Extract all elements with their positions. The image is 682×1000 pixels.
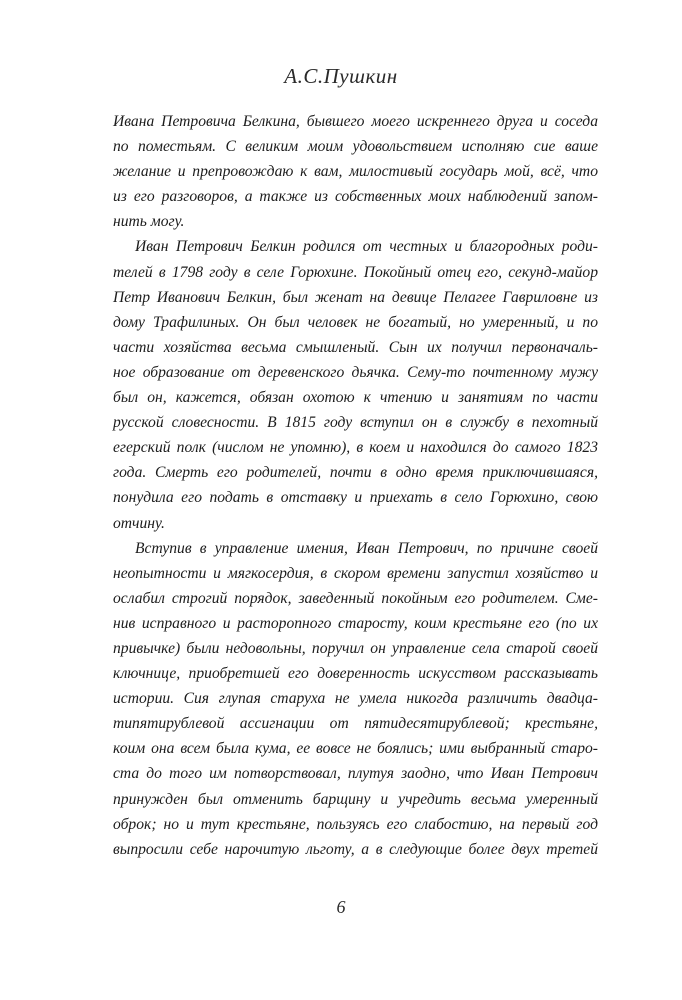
text-line: коим она всем была кума, ее вовсе не боялись; ими выбранный старо- [113, 740, 598, 758]
text-line: из его разговоров, а также из собственных моих наблюдений запом- [113, 188, 598, 206]
running-head: А.С.Пушкин [284, 64, 398, 88]
text-line: ста до того им потворствовал, плутуя заодно, что Иван Петрович [113, 765, 598, 783]
text-line: ключнице, приобретшей его доверенность искусством рассказывать [113, 665, 598, 683]
text-line: по поместьям. С великим моим удовольствием исполняю сие ваше [113, 138, 598, 156]
text-line: оброк; но и тут крестьяне, пользуясь его слабостию, на первый год [113, 815, 598, 833]
text-line: егерский полк (числом не упомню), в коем и находился до самого 1823 [113, 439, 598, 457]
text-line: понудила его подать в отставку и приехать в село Горюхино, свою [113, 489, 598, 507]
page-number: 6 [336, 897, 346, 917]
text-line: части хозяйства весьма смышленый. Сын их получил первоначаль- [113, 338, 598, 356]
body-text [113, 109, 598, 862]
text-line: русской словесности. В 1815 году вступил он в службу в пехотный [113, 414, 598, 432]
text-line: Вступив в управление имения, Иван Петрович, по причине своей [135, 539, 598, 557]
text-line: телей в 1798 году в селе Горюхине. Покойный отец его, секунд-майор [113, 263, 598, 281]
paragraph-3 [113, 536, 598, 862]
text-line: истории. Сия глупая старуха не умела никогда различить двадца- [113, 690, 598, 708]
text-line: желание и препровождаю к вам, милостивый государь мой, всё, что [113, 163, 598, 181]
text-line: привычке) были недовольны, поручил он управление села старой своей [113, 639, 598, 657]
paragraph-2 [113, 234, 598, 535]
text-line: неопытности и мягкосердия, в скором времени запустил хозяйство и [113, 564, 598, 582]
text-line: был он, кажется, обязан охотою к чтению и занятиям по части [113, 389, 598, 407]
paragraph-1 [113, 109, 598, 234]
text-line: дому Трафилиных. Он был человек не богатый, но умеренный, и по [113, 313, 598, 331]
text-line: нить могу. [113, 213, 185, 231]
text-line: типятирублевой ассигнации от пятидесятирублевой; крестьяне, [113, 715, 598, 733]
text-line: нив исправного и расторопного старосту, коим крестьяне его (по их [113, 614, 598, 632]
text-line: отчину. [113, 514, 165, 532]
text-line: года. Смерть его родителей, почти в одно время приключившаяся, [113, 464, 598, 482]
text-line: принужден был отменить барщину и учредить весьма умеренный [113, 790, 598, 808]
text-line: выпросили себе нарочитую льготу, а в следующие более двух третей [113, 840, 598, 858]
text-line: Ивана Петровича Белкина, бывшего моего искреннего друга и соседа [113, 113, 598, 130]
text-line: ное образование от деревенского дьячка. Сему-то почтенному мужу [113, 363, 598, 381]
text-line: ослабил строгий порядок, заведенный покойным его родителем. Сме- [113, 589, 598, 607]
text-line: Иван Петрович Белкин родился от честных и благородных роди- [135, 238, 598, 256]
text-line: Петр Иванович Белкин, был женат на девице Пелагее Гавриловне из [113, 288, 598, 306]
